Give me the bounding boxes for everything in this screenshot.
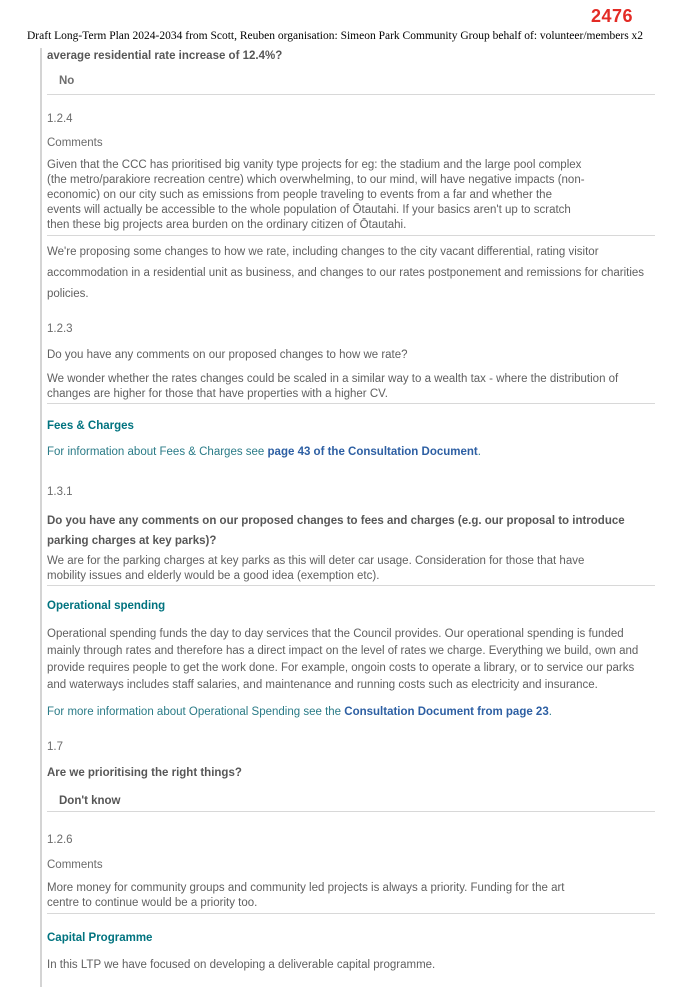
heading-capital-programme: Capital Programme: [47, 932, 153, 944]
answer-1-3-1: We are for the parking charges at key parks as this will deter car usage. Consideration for those that have mobility issues and elderly would be a good idea (exemption etc).: [47, 555, 585, 582]
operational-info-prefix: For more information about Operational Spending see the: [47, 706, 345, 718]
answer-no: No: [59, 75, 75, 87]
content-panel: [40, 48, 655, 987]
fees-info-line: [47, 444, 655, 460]
comment-text-1-2-6: More money for community groups and community led projects is always a priority. Funding for the art centre to continue would be a priority too.: [47, 882, 565, 909]
operational-info-suffix: .: [548, 706, 552, 718]
divider: [47, 913, 655, 914]
divider: [47, 94, 655, 95]
question-1-2-3: Do you have any comments on our proposed changes to how we rate?: [47, 349, 408, 361]
question-1-7: Are we prioritising the right things?: [47, 767, 242, 779]
section-number-1-2-6: 1.2.6: [47, 834, 73, 846]
page-number: 2476: [590, 6, 633, 26]
operational-spending-body: Operational spending funds the day to day services that the Council provides. Our operational spending is funded mainly through rates and therefore has a direct impact on the level of rates we charge. Everything we build, own and provide requires people to get the work done. For example, ongoin costs to operate a library, or to service our parks and waterways includes staff salaries, and maintenance and running costs such as electricity and insurance.: [47, 628, 639, 691]
section-number-1-2-4: 1.2.4: [47, 113, 73, 125]
section-number-1-7: 1.7: [47, 741, 63, 753]
divider: [47, 811, 655, 812]
rates-changes-intro: We're proposing some changes to how we rate, including changes to the city vacant differential, rating visitor accommodation in a residential unit as business, and changes to our rates postponement and remissions for charities policies.: [47, 246, 645, 300]
section-number-1-3-1: 1.3.1: [47, 486, 73, 498]
divider: [47, 235, 655, 236]
capital-programme-body: In this LTP we have focused on developing a deliverable capital programme.: [47, 959, 436, 971]
comments-label-1-2-6: Comments: [47, 859, 103, 871]
fees-info-suffix: .: [477, 446, 481, 458]
fees-info-prefix: For information about Fees & Charges see: [47, 446, 268, 458]
comment-text-1-2-4: Given that the CCC has prioritised big vanity type projects for eg: the stadium and the large pool complex (the metro/parakiore recreation centre) which overwhelming, to our mind, will have negative impacts (non-economic) on our city such as emissions from people traveling to events from a far and whether the events will actually be accessible to the whole population of Ōtautahi. If your basics aren't up to scratch then these big projects area burden on the ordinary citizen of Ōtautahi.: [47, 159, 585, 231]
section-number-1-2-3: 1.2.3: [47, 323, 73, 335]
answer-1-2-3: We wonder whether the rates changes could be scaled in a similar way to a wealth tax - where the distribution of changes are higher for those that have properties with a higher CV.: [47, 373, 619, 400]
heading-operational-spending: Operational spending: [47, 600, 166, 612]
consultation-doc-link-p23[interactable]: Consultation Document from page 23: [344, 706, 549, 718]
operational-info-line: [47, 704, 655, 720]
question-1-3-1: Do you have any comments on our proposed changes to fees and charges (e.g. our proposal to introduce parking charges at key parks)?: [47, 515, 625, 547]
doc-header: Draft Long-Term Plan 2024-2034 from Scott, Reuben organisation: Simeon Park Community Group behalf of: volunteer/members x2: [27, 30, 644, 42]
consultation-doc-link-p43[interactable]: page 43 of the Consultation Document: [267, 446, 478, 458]
divider: [47, 585, 655, 586]
comments-label-1-2-4: Comments: [47, 137, 103, 149]
divider: [47, 403, 655, 404]
answer-1-7: Don't know: [59, 795, 121, 807]
question-rate-increase: average residential rate increase of 12.4%?: [47, 50, 283, 62]
heading-fees-charges: Fees & Charges: [47, 420, 134, 432]
